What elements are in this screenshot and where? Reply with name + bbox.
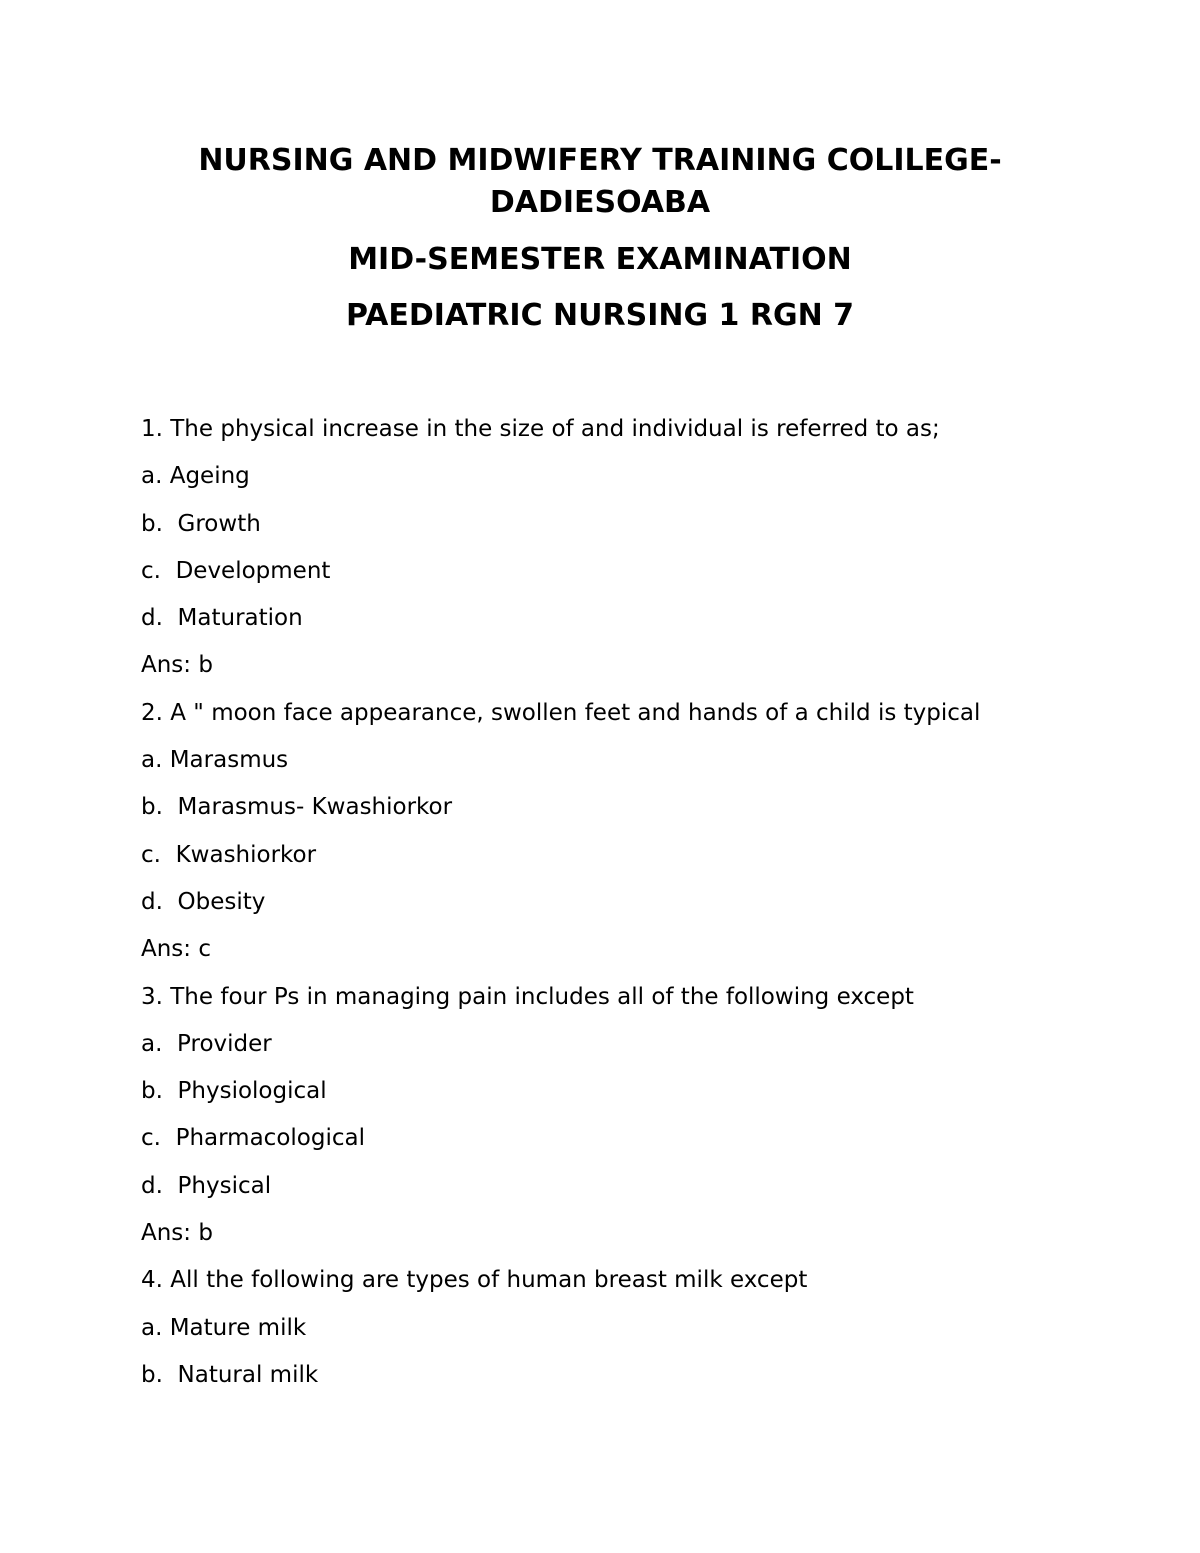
question-2-answer: Ans: c [141,936,211,963]
question-2-option-a: a. Marasmus [141,747,289,774]
question-4-option-a: a. Mature milk [141,1314,307,1341]
question-1-option-a: a. Ageing [141,463,250,490]
document-header [0,140,1200,336]
question-1-option-d: d. Maturation [141,605,303,632]
question-3-option-a: a. Provider [141,1030,272,1057]
question-1-stem: 1. The physical increase in the size of and individual is referred to as; [141,416,940,442]
question-2-option-c: c. Kwashiorkor [141,841,317,868]
college-title-line-2: DADIESOABA [489,185,711,220]
question-3-option-c: c. Pharmacological [141,1125,365,1152]
exam-title: MID-SEMESTER EXAMINATION [348,242,852,277]
course-title: PAEDIATRIC NURSING 1 RGN 7 [345,298,855,333]
question-4-stem: 4. All the following are types of human breast milk except [141,1267,808,1294]
question-1-option-b: b. Growth [141,510,261,537]
question-list [141,410,1121,1403]
question-3-answer: Ans: b [141,1220,213,1247]
question-2-stem: 2. A " moon face appearance, swollen feet and hands of a child is typical [141,699,981,726]
question-3-stem: 3. The four Ps in managing pain includes all of the following except [141,983,914,1010]
question-1-answer: Ans: b [141,652,213,679]
question-3-option-b: b. Physiological [141,1078,327,1105]
question-2-option-b: b. Marasmus- Kwashiorkor [141,794,453,821]
question-3-option-d: d. Physical [141,1172,272,1199]
college-title-line-1: NURSING AND MIDWIFERY TRAINING COLILEGE- [198,143,1002,178]
question-2-option-d: d. Obesity [141,888,266,915]
question-1-option-c: c. Development [141,557,331,584]
question-4-option-b: b. Natural milk [141,1361,319,1388]
